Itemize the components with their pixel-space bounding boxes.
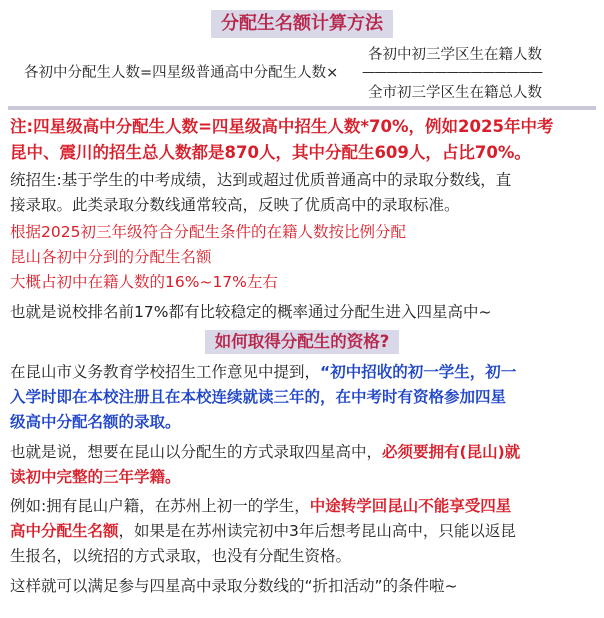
meaning-requirement-1: 必须要拥有(昆山)就 [382,443,521,461]
meaning-lead: 也就是说，想要在昆山以分配生的方式录取四星高中， [10,443,383,461]
policy-paragraph [10,360,596,435]
meaning-paragraph [10,440,596,490]
policy-lead: 在昆山市义务教育学校招生工作意见中提到， [10,363,321,381]
formula-denominator: 全市初三学区生在籍总人数 [368,85,542,101]
subtitle-wrap [0,330,604,354]
example-red-1: 中途转学回昆山不能享受四星 [309,497,512,515]
formula-left: 各初中分配生人数=四星级普通高中分配生人数× [24,65,339,81]
tongzhao-paragraph [10,168,596,218]
policy-quote-2: 入学时即在本校注册且在本校连续就读三年的，在中考时有资格参加四星 [10,388,507,406]
meaning-requirement-2: 读初中完整的三年学籍。 [10,468,181,486]
example-rest-1: ，如果是在苏州读完初中3年后想考昆山高中，只能以返昆 [118,522,516,540]
allocation-notes [10,220,596,295]
section-subtitle: 如何取得分配生的资格? [205,330,400,354]
closing-line: 这样就可以满足参与四星高中录取分数线的“折扣活动”的条件啦~ [10,577,458,595]
example-rest-2: 生报名，以统招的方式录取，也没有分配生资格。 [10,547,352,565]
policy-line-1 [10,360,596,385]
example-red-2: 高中分配生名额 [10,522,119,540]
tongzhao-line-1: 统招生:基于学生的中考成绩，达到或超过优质普通高中的录取分数线，直 [10,171,512,189]
example-line-2 [10,519,596,544]
note-paragraph [10,114,596,166]
allocation-line-2: 昆山各初中分到的分配生名额 [10,248,212,266]
title-wrap [0,10,604,38]
section-divider [8,106,596,110]
allocation-line-1: 根据2025初三年级符合分配生条件的在籍人数按比例分配 [10,223,406,241]
tongzhao-line-2: 接录取。此类录取分数线通常较高，反映了优质高中的录取标准。 [10,196,460,214]
policy-quote-3: 级高中分配名额的录取。 [10,413,181,431]
page-title: 分配生名额计算方法 [211,10,393,38]
summary-line: 也就是说校排名前17%都有比较稳定的概率通过分配生进入四星高中~ [10,303,492,321]
allocation-line-3: 大概占初中在籍人数的16%~17%左右 [10,273,278,291]
policy-quote-1: “初中招收的初一学生，初一 [320,363,517,381]
formula-numerator: 各初中初三学区生在籍人数 [368,47,542,63]
example-lead: 例如:拥有昆山户籍，在苏州上初一的学生， [10,497,310,515]
formula-fraction-bar: ——————————————— [362,65,542,80]
note-line-1: 注:四星级高中分配生人数=四星级高中招生人数*70%，例如2025年中考 [10,117,554,136]
meaning-line-1 [10,440,596,465]
example-line-1 [10,494,596,519]
note-line-2: 昆中、震川的招生总人数都是870人，其中分配生609人，占比70%。 [10,143,531,162]
example-paragraph [10,494,596,569]
